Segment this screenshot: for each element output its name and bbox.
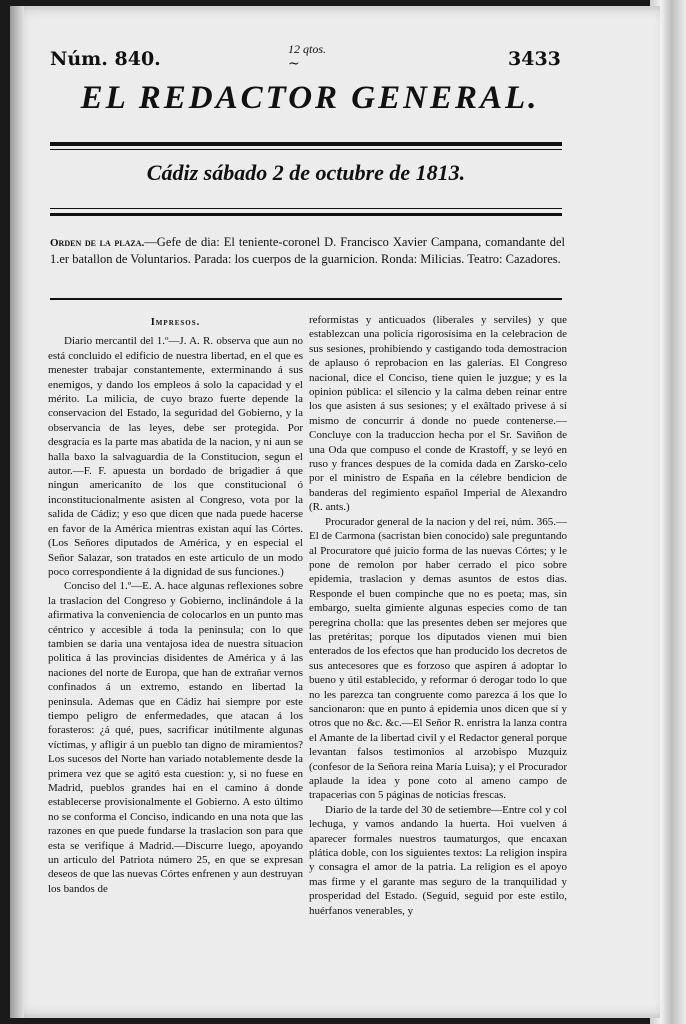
issue-number: Núm. 840.	[50, 48, 161, 70]
article-procurador-general: Procurador general de la nacion y del rei, núm. 365.—El de Carmona (sacristan bien conocido) sale preguntando al Procuratore qué juicio forma de las nuevas Córtes; y le pone de remolon por haber cerrado el pico sobre epidemia, traslacion y demas asuntos de estos dias. Responde el buen compinche que no es poeta; mas, sin embargo, suelta gimiente algunas especies como de tan peregrina cholla: que las presentes deben ser mejores que las pretéritas; porque los diputados vienen mui bien enterados de los efectos que han producido los decretos de sus antecesores que es forzoso que aspiren á adoptar lo bueno y útil establecido, y reformar ó derogar todo lo que no les parezca tan congruente como parezca á los que lo sancionaron: que en punto á epidemia unos dicen que sí y otros que no &c. &c.—El Señor R. enristra la lanza contra el Amante de la libertad civil y el Redactor general porque levantan falsos testimonios al arzobispo Muzquiz (confesor de la Señora reina María Luisa); y el Procurador aplaude la idea y pone coto al ameno campo de trapacerias con 5 páginas de noticias frescas.	[309, 515, 567, 802]
binding-spine	[10, 6, 24, 1018]
page-number: 3433	[508, 48, 561, 70]
article-conciso-continued: reformistas y anticuados (liberales y serviles) y que establezcan una policía rigorosísima en la celebracion de sus sesiones, prohibiendo y castigando toda demostracion de aplauso ó reprobacion en las galerías. El Congreso nacional, dice el Conciso, tiene quien le juzgue; y es la opinion pública: el silencio y la calma deben reinar entre los que asisten á sus sesiones; y el exâltado privese á sí mismo de concurrir á donde no puede contenerse.—Concluye con la traduccion hecha por el Sr. Saviñon de una Oda que compuso el conde de Krastoff, y se leyó en ruso y frances despues de la comida dada en Zarsko-celo por el ministro de España en la célebre bendicion de banderas del regimiento español Imperial de Alexandro (R. ants.)	[309, 314, 567, 514]
date-rule-thick	[50, 213, 562, 216]
title-rule-thick	[50, 142, 562, 146]
right-column	[309, 313, 567, 918]
article-conciso: Conciso del 1.º—E. A. hace algunas reflexiones sobre la traslacion del Congreso y Gobierno, inclinándole á la afirmativa la conveniencia de colocarlos en un punto mas céntrico y accesible á toda la peninsula; con lo que tambien se daria una ventajosa idea de nuestra situacion politica á las provincias disidentes de América y á las naciones del norte de Europa, que han de extrañar vernos confinados á un extremo, estando en libertad la peninsula. Ademas que en Cádiz hai siempre por este tiempo peligro de enfermedades, que atacan á los forasteros: ¿á qué, pues, sacrificar inútilmente algunas víctimas, y afligir á un pueblo tan digno de miramientos? Los sucesos del Norte han variado notablemente desde la primera vez que se agitó esta cuestion: y, si no fuese en Madrid, pueblos grandes hai en el camino á donde establecerse provisionalmente el Gobierno. A esto último no se conforma el Conciso, indicando en una nota que las razones en que puede fundarse la traslacion son para que esta se verifique á Madrid.—Discurre luego, apoyando un articulo del Patriota número 25, en que se expresan deseos de que las nuevas Córtes enfrenen y aun destruyan los bandos de	[48, 580, 303, 895]
newspaper-title: EL REDACTOR GENERAL.	[80, 80, 540, 116]
dateline: Cádiz sábado 2 de octubre de 1813.	[146, 160, 466, 185]
date-rule-thin	[50, 208, 562, 209]
title-rule-thin	[50, 149, 562, 150]
orders-rule	[50, 298, 562, 300]
left-column	[48, 316, 303, 896]
orders-text: —Gefe de dia: El teniente-coronel D. Francisco Xavier Campana, comandante del 1.er batallon de Voluntarios. Parada: los cuerpos de la guarnicion. Ronda: Milicias. Teatro: Cazadores.	[50, 235, 565, 266]
article-diario-tarde: Diario de la tarde del 30 de setiembre—Entre col y col lechuga, y vamos andando la huerta. Hoi vuelven á aparecer formales nuestros taumaturgos, que encaxan plática doble, con los siguientes textos: La religion inspira y consagra el amor de la patria. La religion es el apoyo mas firme y el garante mas seguro de la tranquilidad y prosperidad del Estado. (Seguid, seguid por este estilo, huérfanos venerables, y	[309, 803, 567, 917]
garrison-orders	[50, 234, 565, 267]
article-diario-mercantil: Diario mercantil del 1.º—J. A. R. observa que aun no está concluido el edificio de nuestra libertad, en el que es menester trabajar constantemente, exterminando á sus enemigos, y dando los empleos á solo la capacidad y el mérito. La milicia, de cuyo brazo fuerte depende la conservacion del Estado, la seguridad del Gobierno, y la observancia de las leyes, debe ser protegida. Por desgracia es la parte mas abatida de la nacion, y ni aun se halla baxo la salvaguardia de la Constitucion, segun el autor.—F. F. apuesta un bordado de brigadier á que ningun americanito de los que constitucional ó inconstitucionalmente asisten al Congreso, vota por la salida de Cádiz; y eso que dicen que nada puede hacerse en favor de la América mientras existan aquí las Córtes. (Los Señores diputados de América, y en especial el Señor Salazar, son tratados en este articulo de un modo poco correspondiente á la dignidad de sus funciones.)	[48, 335, 303, 578]
orders-heading: Orden de la plaza.	[50, 237, 145, 249]
price-label: 12 qtos.	[288, 42, 327, 56]
section-heading-impresos: Impresos.	[150, 317, 201, 328]
price-ornament: ~	[288, 56, 300, 72]
